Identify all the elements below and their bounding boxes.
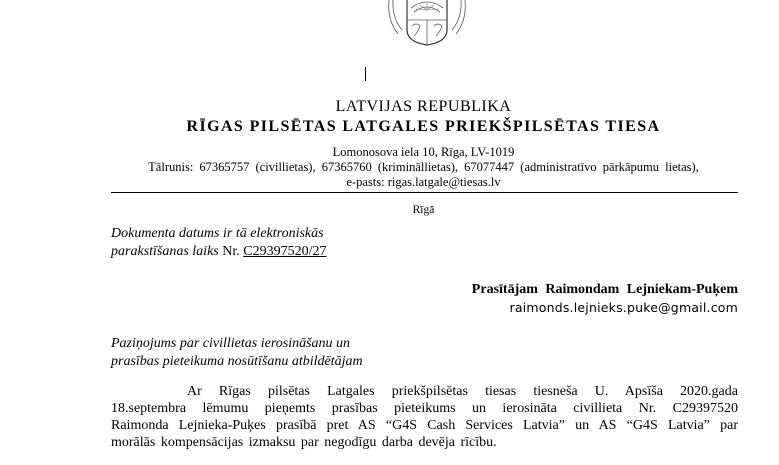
body-line: Ar Rīgas pilsētas Latgales priekšpilsētas tiesas tiesneša U. Apsīša 2020.gada	[187, 384, 738, 399]
text-cursor	[365, 67, 366, 81]
recipient-name: Prasītājam Raimondam Lejniekam-Puķem	[471, 282, 738, 297]
court-address: Lomonosova iela 10, Rīga, LV-1019	[332, 145, 515, 159]
document-date-line2: parakstīšanas laiks	[111, 244, 219, 259]
court-title: RĪGAS PILSĒTAS LATGALES PRIEKŠPILSĒTAS TIESA	[186, 118, 661, 135]
body-paragraph	[111, 383, 738, 451]
coat-of-arms-icon	[384, 0, 470, 46]
header-divider	[111, 192, 738, 193]
document-date-line1: Dokumenta datums ir tā elektroniskās	[111, 226, 324, 241]
document-nr-value: C29397520/27	[243, 244, 327, 259]
subject-line1: Paziņojums par civillietas ierosināšanu un	[111, 336, 351, 351]
court-phones: Tālrunis: 67365757 (civillietas), 67365760 (krimināllietas), 67077447 (administratīvo pārkāpumu lietas),	[148, 160, 699, 174]
body-line: Raimonda Lejnieka-Puķes prasībā pret AS “G4S Cash Services Latvia” un AS “G4S Latvia” par	[111, 418, 738, 433]
country-title: LATVIJAS REPUBLIKA	[335, 98, 512, 115]
document-number-line	[111, 244, 326, 260]
city: Rīgā	[412, 204, 435, 216]
body-line: 18.septembra lēmumu pieņemts prasības pieteikums un ierosināta civillieta Nr. C29397520	[111, 401, 738, 416]
document-nr-label: Nr.	[222, 244, 240, 259]
recipient-email: raimonds.lejnieks.puke@gmail.com	[509, 300, 738, 315]
body-line: morālās kompensācijas izmaksu par negodīgu darba devēja rīcību.	[111, 435, 497, 450]
court-email: e-pasts: rigas.latgale@tiesas.lv	[346, 175, 501, 189]
subject-line2: prasības pieteikuma nosūtīšanu atbildētājam	[111, 354, 363, 369]
